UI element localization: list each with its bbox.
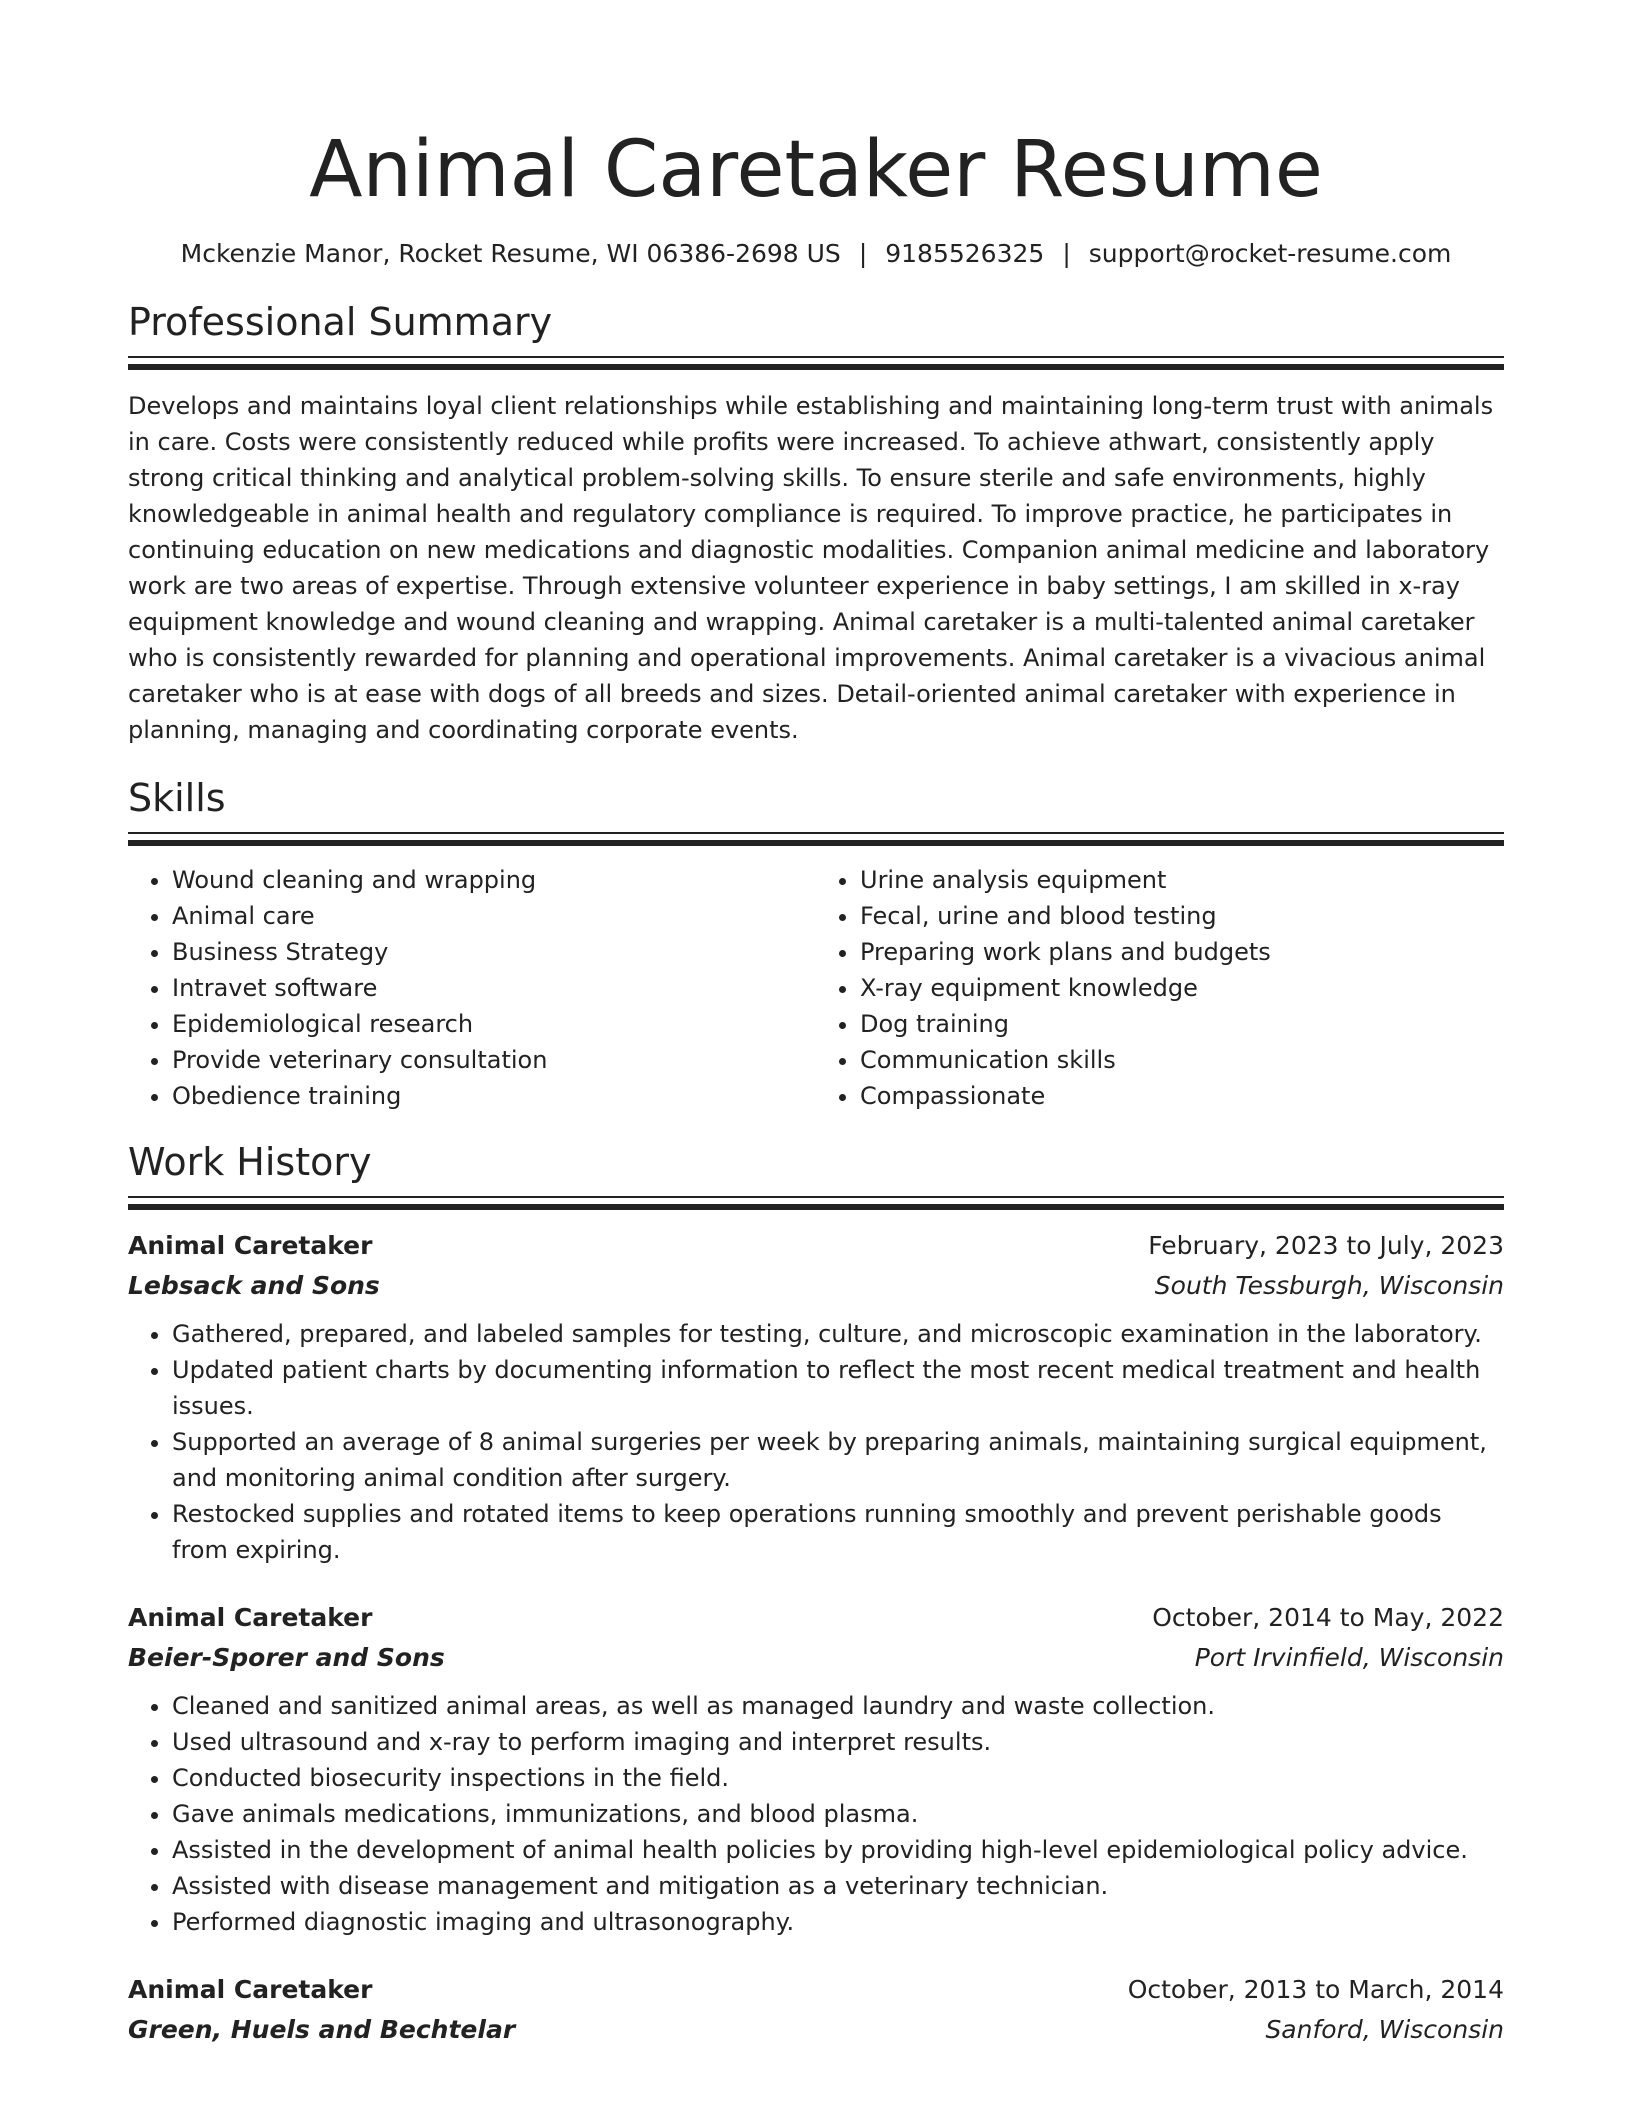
skill-item: • Urine analysis equipment bbox=[860, 862, 1504, 898]
skills-columns bbox=[128, 862, 1504, 1114]
job-header-row bbox=[128, 1226, 1504, 1266]
job-location: Port Irvinfield, Wisconsin bbox=[1194, 1643, 1504, 1672]
job-bullet: • Conducted biosecurity inspections in the field. bbox=[172, 1760, 1504, 1796]
contact-line bbox=[128, 238, 1504, 270]
skill-item: • Compassionate bbox=[860, 1078, 1504, 1114]
job-entry bbox=[128, 1598, 1504, 1940]
work-history-section bbox=[128, 1138, 1504, 2050]
skill-item: • Obedience training bbox=[172, 1078, 816, 1114]
skills-heading: Skills bbox=[128, 776, 226, 820]
section-divider bbox=[128, 356, 1504, 370]
job-bullet: • Updated patient charts by documenting information to reflect the most recent medical treatment and health issues. bbox=[172, 1352, 1504, 1424]
job-bullet: • Gave animals medications, immunizations, and blood plasma. bbox=[172, 1796, 1504, 1832]
skill-item: • Wound cleaning and wrapping bbox=[172, 862, 816, 898]
work-history-heading: Work History bbox=[128, 1140, 372, 1184]
job-location: South Tessburgh, Wisconsin bbox=[1154, 1271, 1504, 1300]
job-title: Animal Caretaker bbox=[128, 1603, 373, 1632]
section-divider bbox=[128, 1196, 1504, 1210]
job-location: Sanford, Wisconsin bbox=[1265, 2015, 1504, 2044]
job-bullet: • Restocked supplies and rotated items to keep operations running smoothly and prevent perishable goods from expiring. bbox=[172, 1496, 1504, 1568]
skill-item: • Fecal, urine and blood testing bbox=[860, 898, 1504, 934]
job-bullet: • Assisted in the development of animal health policies by providing high-level epidemiological policy advice. bbox=[172, 1832, 1504, 1868]
section-divider bbox=[128, 832, 1504, 846]
job-company-row bbox=[128, 2010, 1504, 2050]
skills-list-left bbox=[128, 862, 816, 1114]
skill-item: • X-ray equipment knowledge bbox=[860, 970, 1504, 1006]
skill-item: • Dog training bbox=[860, 1006, 1504, 1042]
contact-email[interactable]: support@rocket-resume.com bbox=[1088, 239, 1452, 268]
job-bullets bbox=[128, 1688, 1504, 1940]
job-bullet: • Cleaned and sanitized animal areas, as well as managed laundry and waste collection. bbox=[172, 1688, 1504, 1724]
resume-title: Animal Caretaker Resume bbox=[309, 125, 1323, 215]
job-header-row bbox=[128, 1598, 1504, 1638]
skills-list-right bbox=[816, 862, 1504, 1114]
job-bullet: • Supported an average of 8 animal surgeries per week by preparing animals, maintaining surgical equipment, and monitoring animal condition after surgery. bbox=[172, 1424, 1504, 1496]
job-company: Lebsack and Sons bbox=[128, 1271, 380, 1300]
job-dates: October, 2014 to May, 2022 bbox=[1152, 1603, 1504, 1632]
job-title: Animal Caretaker bbox=[128, 1975, 373, 2004]
job-bullet: • Gathered, prepared, and labeled samples for testing, culture, and microscopic examination in the laboratory. bbox=[172, 1316, 1504, 1352]
job-company: Green, Huels and Bechtelar bbox=[128, 2015, 516, 2044]
summary-heading: Professional Summary bbox=[128, 300, 553, 344]
job-company-row bbox=[128, 1638, 1504, 1678]
job-header-row bbox=[128, 1970, 1504, 2010]
job-bullet: • Assisted with disease management and mitigation as a veterinary technician. bbox=[172, 1868, 1504, 1904]
skill-item: • Business Strategy bbox=[172, 934, 816, 970]
job-company-row bbox=[128, 1266, 1504, 1306]
job-dates: October, 2013 to March, 2014 bbox=[1127, 1975, 1504, 2004]
job-bullet: • Performed diagnostic imaging and ultrasonography. bbox=[172, 1904, 1504, 1940]
summary-text: Develops and maintains loyal client relationships while establishing and maintaining long-term trust with animals in care. Costs were consistently reduced while profits were increased. To achieve athwart, consistently apply strong critical thinking and analytical problem-solving skills. To ensure sterile and safe environments, highly knowledgeable in animal health and regulatory compliance is required. To improve practice, he participates in continuing education on new medications and diagnostic modalities. Companion animal medicine and laboratory work are two areas of expertise. Through extensive volunteer experience in baby settings, I am skilled in x-ray equipment knowledge and wound cleaning and wrapping. Animal caretaker is a multi-talented animal caretaker who is consistently rewarded for planning and operational improvements. Animal caretaker is a vivacious animal caretaker who is at ease with dogs of all breeds and sizes. Detail-oriented animal caretaker with experience in planning, managing and coordinating corporate events. bbox=[128, 392, 1494, 744]
resume-content bbox=[128, 120, 1504, 2050]
job-dates: February, 2023 to July, 2023 bbox=[1148, 1231, 1504, 1260]
job-entry bbox=[128, 1226, 1504, 1568]
skill-item: • Animal care bbox=[172, 898, 816, 934]
job-entry bbox=[128, 1970, 1504, 2050]
skill-item: • Communication skills bbox=[860, 1042, 1504, 1078]
job-bullet: • Used ultrasound and x-ray to perform imaging and interpret results. bbox=[172, 1724, 1504, 1760]
job-bullets bbox=[128, 1316, 1504, 1568]
summary-section bbox=[128, 298, 1504, 748]
contact-separator: | bbox=[858, 239, 868, 268]
job-title: Animal Caretaker bbox=[128, 1231, 373, 1260]
job-company: Beier-Sporer and Sons bbox=[128, 1643, 445, 1672]
skill-item: • Intravet software bbox=[172, 970, 816, 1006]
contact-separator: | bbox=[1062, 239, 1071, 268]
skill-item: • Preparing work plans and budgets bbox=[860, 934, 1504, 970]
skills-section bbox=[128, 774, 1504, 1114]
skill-item: • Epidemiological research bbox=[172, 1006, 816, 1042]
contact-phone: 9185526325 bbox=[885, 239, 1045, 268]
contact-address: Mckenzie Manor, Rocket Resume, WI 06386-2698 US bbox=[180, 239, 841, 268]
skill-item: • Provide veterinary consultation bbox=[172, 1042, 816, 1078]
